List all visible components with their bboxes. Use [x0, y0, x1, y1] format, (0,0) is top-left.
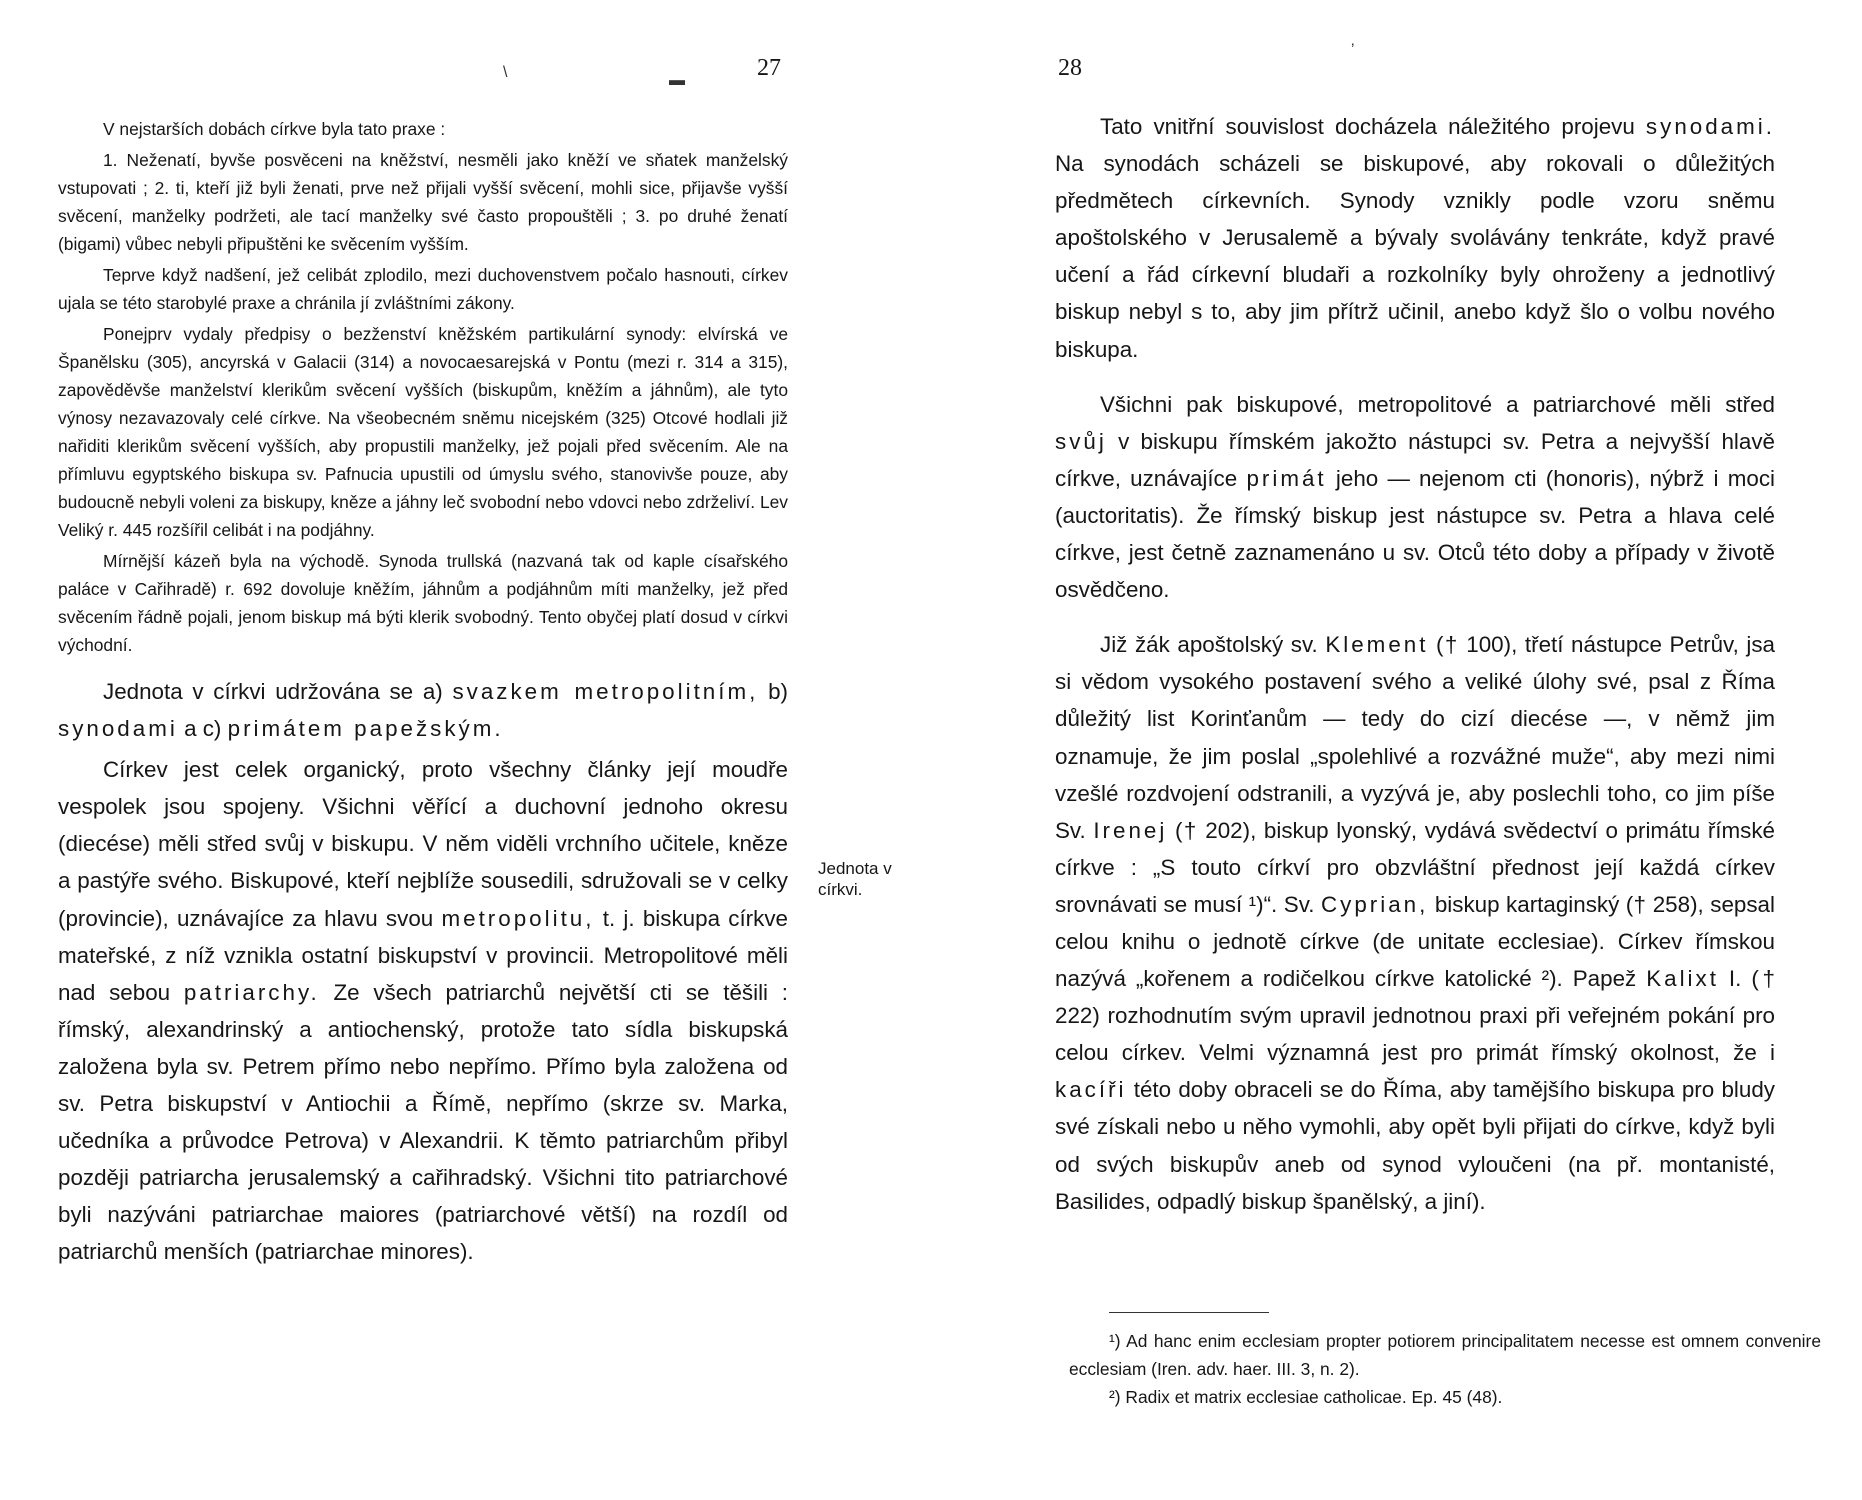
heading-text: Jednota v církvi udržována se a)	[103, 679, 443, 704]
spaced-term: svůj	[1055, 428, 1107, 454]
paragraph-text: († 100), třetí nástupce Petrův, jsa si vědom vysokého postavení svého a veliké úlohy své, psal z Říma důležitý list Korinťanům — tedy do cizí diecése —, v němž jim oznamuje, že jim poslal „spolehlivé a rozvážné muže“, aby mezi nimi vzešlé rozdvojení odstranili, a vyzývá je, aby poslechli toho, co jim píše Sv.	[1055, 632, 1775, 843]
spaced-term: svazkem metropolitním,	[452, 679, 759, 704]
paragraph: Mírnější kázeň byla na východě. Synoda trullská (nazvaná tak od kaple císařského paláce v Cařihradě) r. 692 dovoluje kněžím, jáhnům a podjáhnům míti manželky, jež před svěcením řádně pojali, jenom biskup má býti klerik svobodný. Tento obyčej platí dosud v církvi východní.	[58, 551, 788, 655]
paragraph-text: († 202), biskup lyonský, vydává svědectví o primátu římské církve : „S touto církví pro obzvláštní přednost její každá církev srovnávati se musí ¹)“. Sv.	[1055, 817, 1775, 917]
scan-speck: \	[503, 64, 508, 81]
paragraph-text: v biskupu římském jakožto nástupci sv. Petra a nejvyšší hlavě církve, uznávajíce	[1055, 428, 1775, 491]
spaced-term: kacíři	[1055, 1077, 1127, 1103]
paragraph-text: jeho — nejenom cti (honoris), nýbrž i moci (auctoritatis). Že římský biskup jest nástupce sv. Petra a hlava celé církve, jest četně zaznamenáno u sv. Otců této doby a případy v životě osvědčeno.	[1055, 465, 1775, 603]
spaced-term: metropolitu,	[441, 905, 595, 931]
spaced-term: Klement	[1325, 632, 1429, 658]
spaced-term: Kalixt	[1646, 966, 1719, 992]
paragraph-text: t. j. biskupa církve mateřské, z níž vznikla ostatní biskupství v provincii. Metropolitové měli nad sebou	[58, 905, 788, 1005]
spaced-term: patriarchy.	[183, 979, 320, 1005]
paragraph-text: I. († 222) rozhodnutím svým upravil jednotnou praxi při veřejném pokání pro celou církev. Velmi významná jest pro primát římský okolnost, že i	[1055, 966, 1775, 1066]
paragraph-text: této doby obraceli se do Říma, aby tamějšího biskupa pro bludy své získali nebo u něho vymohli, aby opět byli přijati do církve, když byli od svých biskupův aneb od synod vyloučeni (na př. montanisté, Basilides, odpadlý biskup španělský, a jiní).	[1055, 1077, 1775, 1214]
right-page	[931, 0, 1862, 1500]
page-number: 27	[757, 55, 781, 81]
spaced-term: primátem papežským.	[227, 716, 504, 742]
paragraph: Ponejprv vydaly předpisy o bezženství kněžském partikulární synody: elvírská ve Španělsku (305), ancyrská v Galacii (314) a novocaesarejská v Pontu (mezi r. 314 a 315), zapověděvše manželství klerikům svěcení vyšších (biskupům, kněžím a jáhnům), ale tyto výnosy nezavazovaly celé církve. Na všeobecném sněmu nicejském (325) Otcové hodlali již nařiditi klerikům svěcení vyšších, aby propustili manželky, jež pojali před svěcením. Ale na přímluvu egyptského biskupa sv. Pafnucia upustili od úmyslu svého, stanovivše pouze, aby budoucně nebyli voleni za biskupy, kněze a jáhny leč svobodní nebo vdovci nebo zdrželiví. Lev Veliký r. 445 rozšířil celibát i na podjáhny.	[58, 324, 788, 540]
spaced-term: primát	[1246, 465, 1327, 491]
paragraph: Teprve když nadšení, jež celibát zplodilo, mezi duchovenstvem počalo hasnouti, církev ujala se této starobylé praxe a chránila jí zvláštními zákony.	[58, 265, 788, 313]
scan-speck: ▬	[669, 72, 685, 89]
spaced-term: synodami.	[1645, 114, 1775, 139]
paragraph-text: Ze všech patriarchů největší cti se těšili : římský, alexandrinský a antiochenský, protože tato sídla biskupská založena byla sv. Petrem přímo nebo nepřímo. Přímo byla založena od sv. Petra biskupství v Antiochii a Římě, nepřímo (skrze sv. Marka, učedníka a průvodce Petrova) v Alexandrii. K těmto patriarchům přibyl později patriarcha jerusalemský a cařihradský. Všichni tito patriarchové byli nazýváni patriarchae maiores (patriarchové větší) na rozdíl od patriarchů menších (patriarchae minores).	[58, 979, 788, 1265]
left-text-column	[58, 115, 788, 1271]
paragraph	[1055, 386, 1775, 609]
paragraph	[58, 751, 788, 1270]
section-heading	[58, 673, 788, 747]
heading-text: a c)	[184, 716, 222, 742]
paragraph-text: Již žák apoštolský sv.	[1100, 632, 1318, 658]
page-number: 28	[1058, 55, 1082, 81]
footnote-divider	[1109, 1312, 1269, 1313]
paragraph: V nejstarších dobách církve byla tato praxe :	[103, 119, 446, 139]
paragraph: 1. Neženatí, byvše posvěceni na kněžství, nesměli jako kněží ve sňatek manželský vstupovati ; 2. ti, kteří již byli ženati, prve než přijali vyšší svěcení, mohli sice, přijavše vyšší svěcení, manželky podržeti, ale tací manželky své často propouštěli ; 3. po druhé ženatí (bigami) vůbec nebyli připuštěni ke svěcením vyšším.	[58, 150, 788, 254]
paragraph-text: Tato vnitřní souvislost docházela náležitého projevu	[1100, 114, 1635, 139]
paragraph-text: biskup kartaginský († 258), sepsal celou knihu o jednotě církve (de unitate ecclesiae). Církev římskou nazývá „kořenem a rodičelkou církve katolické ²). Papež	[1055, 891, 1775, 992]
right-text-column	[1055, 108, 1775, 1220]
spaced-term: Irenej	[1093, 817, 1168, 843]
paragraph-text: Církev jest celek organický, proto všechny články její moudře vespolek jsou spojeny. Všichni věřící a duchovní jednoho okresu (diecése) měli střed svůj v biskupu. V něm viděli vrchního učitele, kněze a pastýře svého. Biskupové, kteří nejblíže sousedili, sdružovali se v celky (provincie), uznávajíce za hlavu svou	[58, 757, 788, 931]
scan-speck: ʼ	[1351, 42, 1355, 59]
paragraph	[1055, 626, 1775, 1220]
footnote: ¹) Ad hanc enim ecclesiam propter potiorem principalitatem necesse est omnem convenire ecclesiam (Iren. adv. haer. III. 3, n. 2).	[1069, 1331, 1821, 1379]
paragraph	[1055, 108, 1775, 368]
footnote: ²) Radix et matrix ecclesiae catholicae. Ep. 45 (48).	[1109, 1387, 1503, 1407]
marginal-note: Jednota v církvi.	[818, 859, 892, 899]
footnotes	[1069, 1327, 1821, 1411]
spaced-term: synodami	[58, 716, 178, 742]
paragraph-text: Všichni pak biskupové, metropolitové a patriarchové měli střed	[1100, 391, 1775, 417]
paragraph-text: Na synodách scházeli se biskupové, aby rokovali o důležitých předmětech církevních. Synody vznikly podle vzoru sněmu apoštolského v Jerusalemě a bývaly svolávány tenkráte, když pravé učení a řád církevní bludaři a rozkolníky byly ohroženy a jednotlivý biskup nebyl s to, aby jim přítrž učinil, anebo když šlo o volbu nového biskupa.	[1055, 151, 1775, 362]
heading-text: b)	[768, 679, 788, 704]
spaced-term: Cyprian,	[1320, 891, 1429, 917]
